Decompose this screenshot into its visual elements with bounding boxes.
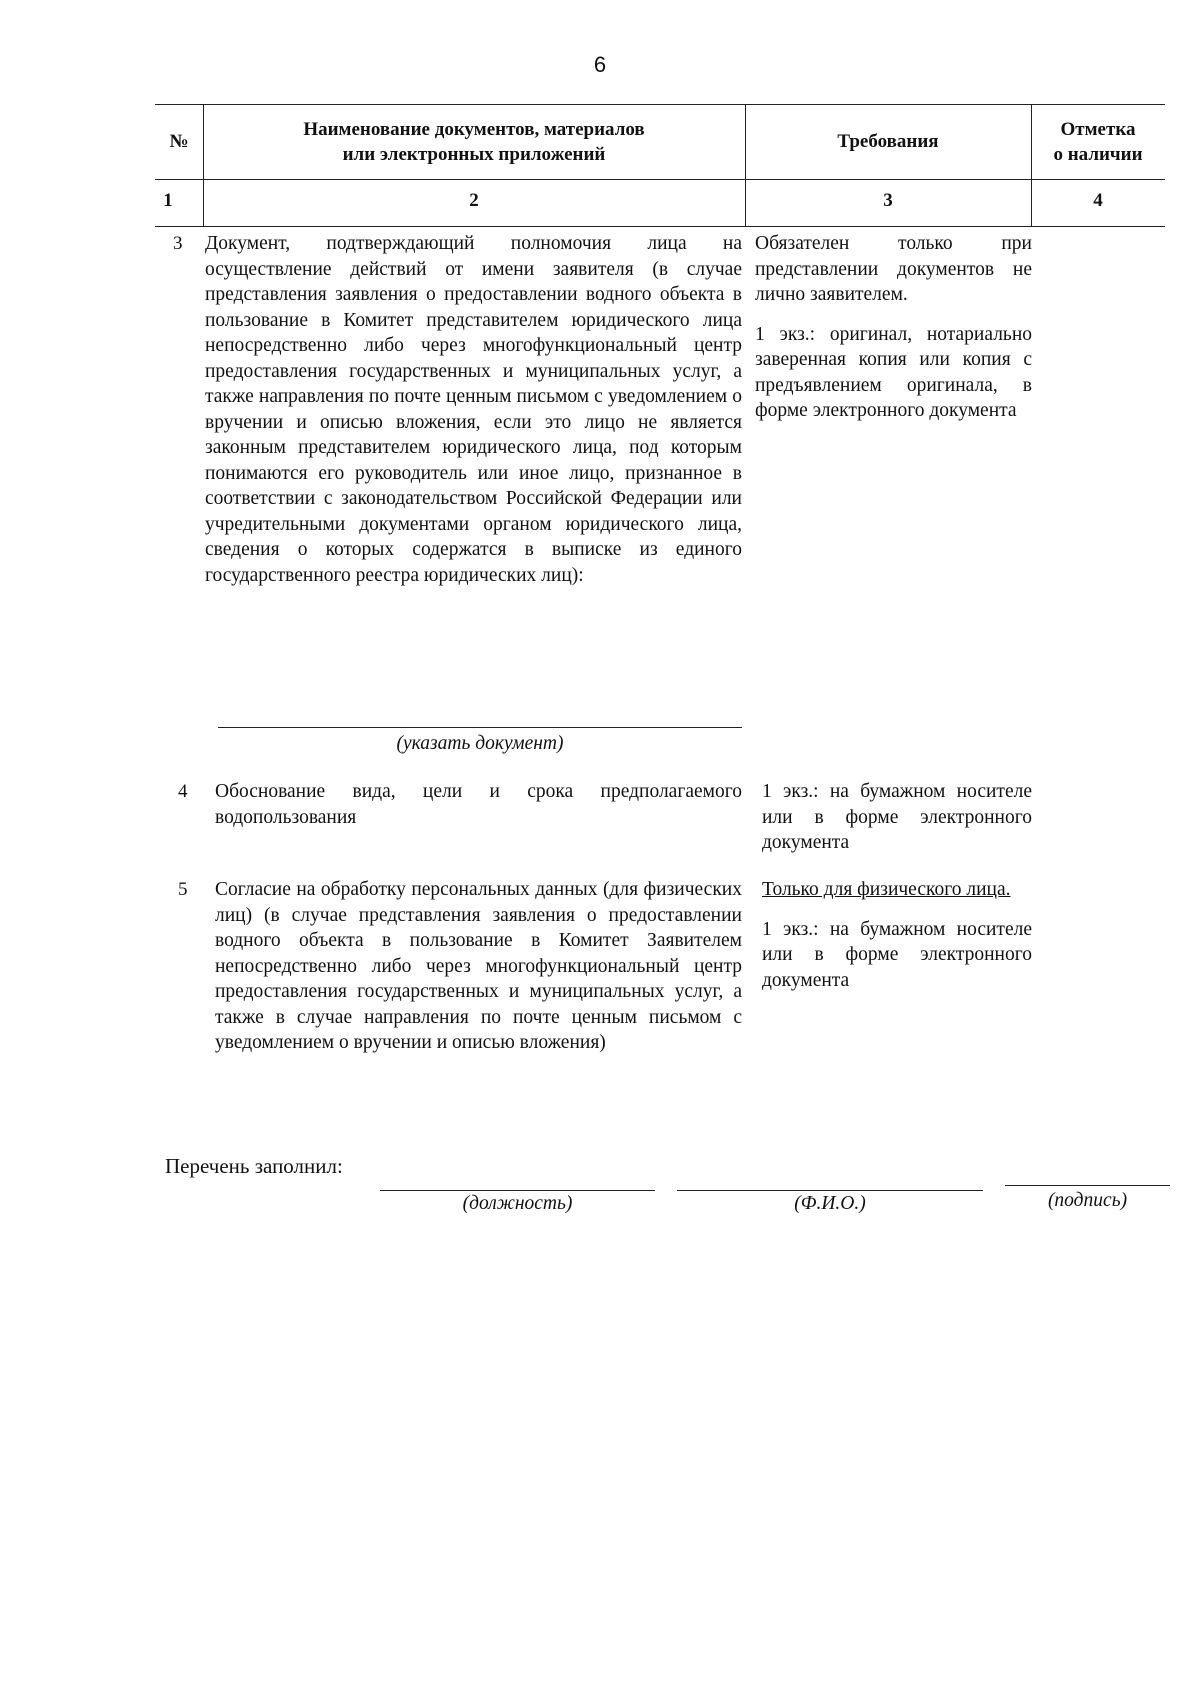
row-document-name [215, 877, 742, 1056]
requirement-text: 1 экз.: на бумажном носителе или в форме электронного документа [762, 918, 1032, 991]
column-number-3: 3 [883, 190, 893, 211]
row-document-text: Документ, подтверждающий полномочия лица на осуществление действий от имени заявителя (в случае представления заявления о предоставлении водного объекта в пользование в Комитет представителем юридического лица непосредственно либо через многофункциональный центр предоставления государственных и муниципальных услуг, а также направления по почте ценным письмом с уведомлением о вручении и описью вложения, если это лицо не является законным представителем юридического лица, под которым понимаются его руководитель или иное лицо, признанное в соответствии с законодательством Российской Федерации или учредительными документами органом юридического лица, сведения о которых содержатся в выписке из единого государственного реестра юридических лиц): [205, 233, 742, 586]
column-number-2: 2 [469, 190, 479, 211]
header-document-name-line2: или электронных приложений [342, 143, 606, 165]
filled-by-label: Перечень заполнил: [165, 1154, 343, 1178]
signature-line[interactable] [1005, 1185, 1170, 1186]
requirement-text: 1 экз.: оригинал, нотариально заверенная копия или копия с предъявлением оригинала, в форме электронного документа [755, 323, 1032, 421]
row-number: 5 [178, 879, 188, 900]
table-header [155, 104, 1165, 227]
column-number-4: 4 [1093, 190, 1103, 211]
header-bottom-border [155, 226, 1165, 227]
row-document-name [205, 231, 742, 588]
row-number: 4 [178, 781, 188, 802]
row-number: 3 [173, 233, 183, 254]
fio-caption: (Ф.И.О.) [794, 1193, 866, 1214]
row-requirements [762, 877, 1032, 993]
header-number: № [169, 131, 189, 152]
header-availability-line1: Отметка [1060, 118, 1136, 140]
header-document-name-line1: Наименование документов, материалов [303, 118, 645, 140]
fio-line[interactable] [677, 1190, 983, 1191]
row-document-text: Согласие на обработку персональных данных (для физических лиц) (в случае представления заявления о предоставлении водного объекта в пользование в Комитет Заявителем непосредственно либо через многофункциональный центр предоставления государственных и муниципальных услуг, а также в случае направления по почте ценным письмом с уведомлением о вручении и описью вложения) [215, 879, 742, 1053]
requirement-text: Только для физического лица. [762, 879, 1011, 900]
signature-caption: (подпись) [1047, 1190, 1128, 1211]
position-line[interactable] [380, 1190, 655, 1191]
row-document-text: Обоснование вида, цели и срока предполагаемого водопользования [215, 781, 742, 828]
fill-in-caption: (указать документ) [396, 733, 564, 754]
row-document-name [215, 779, 742, 830]
row-requirements [762, 779, 1032, 856]
header-availability-line2: о наличии [1053, 143, 1143, 165]
header-document-name [203, 104, 745, 179]
column-number-1: 1 [163, 190, 173, 211]
row-requirements [755, 231, 1032, 424]
position-caption: (должность) [462, 1193, 573, 1214]
requirement-text: Обязателен только при представлении документов не лично заявителем. [755, 233, 1032, 305]
requirement-text: 1 экз.: на бумажном носителе или в форме электронного документа [762, 781, 1032, 853]
fill-in-line [218, 727, 742, 728]
header-availability [1031, 104, 1165, 179]
header-requirements: Требования [837, 131, 939, 152]
page-number: 6 [593, 52, 607, 77]
